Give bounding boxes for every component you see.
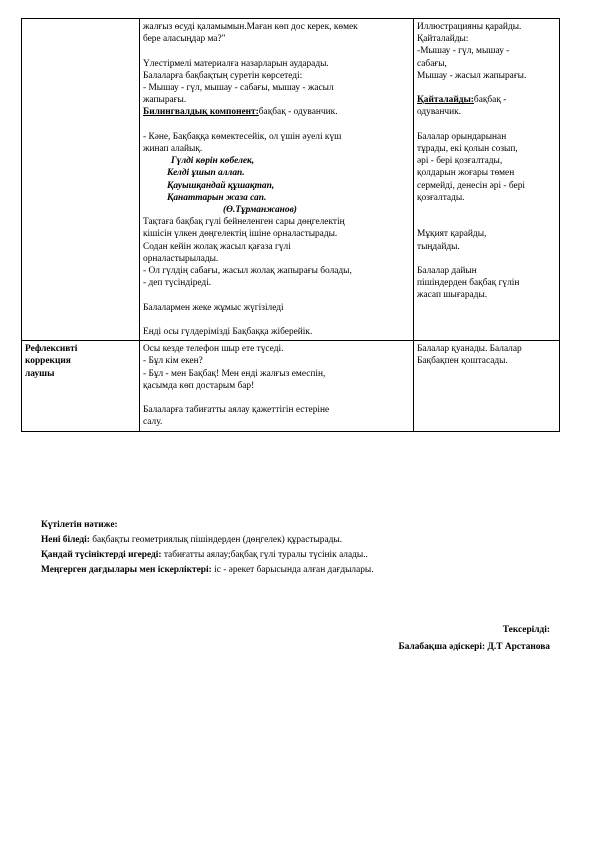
teacher-lines [143, 131, 410, 155]
text-line: Балалар орындарынан [417, 131, 507, 142]
text-line: - Мышау - гүл, мышау - сабағы, мышау - жасыл [143, 83, 334, 93]
text-line: Балаларға табиғатты аялау қажеттігін естеріне [143, 405, 330, 416]
text-line: жалғыз өсуді қаламымын.Маған көп дос керек, көмек [143, 22, 358, 32]
signature-block [399, 622, 550, 656]
results-know: Нені біледі: бақбақты геометриялық пішіндерден (дөңгелек) құрастырады. [41, 535, 343, 545]
text-line: Мұқият қарайды, [417, 229, 487, 240]
text-line [417, 82, 556, 94]
text-line: әрі - бері қозғалтады, [417, 156, 503, 167]
text-line: тыңдайды. [417, 241, 460, 252]
text-line: Қайталайды: [417, 34, 469, 45]
text-line [143, 392, 410, 404]
teacher-activity-cell [140, 19, 414, 341]
poem-line: Гүлді көрін көбелек, [171, 156, 255, 167]
poem-line: Келді ұшып аллап. [167, 168, 245, 179]
text-line: Үлестірмелі материалға назарларын аударады. [143, 58, 329, 69]
teacher-activity-cell [140, 341, 414, 431]
stage-cell [22, 341, 140, 431]
text-line: Тақтаға бақбақ гүлі бейнеленген сары дөңгелектің [143, 217, 345, 228]
text-line: салу. [143, 417, 163, 428]
text-line: қолдарын жоғары төмен [417, 168, 515, 179]
children-activity-cell [414, 19, 560, 341]
children-lines [417, 21, 556, 94]
poem [143, 155, 410, 204]
teacher-lines [143, 21, 410, 106]
teacher-lines [143, 216, 410, 338]
text-line [417, 119, 556, 131]
text-line: Бақбақпен қоштасады. [417, 356, 508, 367]
text-line: Осы кезде телефон шыр ете түседі. [143, 344, 284, 355]
expected-results [41, 518, 561, 578]
text-line: - Бұл - мен Бақбақ! Мен енді жалғыз емеспін, [143, 368, 326, 379]
text-line: одуванчик. [417, 107, 461, 118]
methodist-name: Балабақша әдіскері: Д.Т Арстанова [398, 642, 550, 652]
text-line: кішісін үлкен дөңгелектің ішіне орналастырады. [143, 229, 338, 240]
text-line [143, 314, 410, 326]
text-line: жинап алайық. [143, 144, 203, 154]
text-line: Содан кейін жолақ жасыл қағаза гүлі [143, 241, 291, 252]
text-line: сермейді, денесін әрі - бері [417, 180, 525, 191]
lesson-table [21, 18, 560, 432]
repeat-line: Қайталайды:бақбақ - [417, 95, 507, 106]
results-concepts: Қандай түсініктерді игереді: табиғатты аялау;бақбақ гүлі туралы түсінік алады.. [41, 550, 368, 560]
text-line: - Ол гүлдің сабағы, жасыл жолақ жапырағы болады, [143, 266, 352, 277]
poem-author: (Ө.Тұрманжанов) [223, 205, 297, 216]
text-line: Балаларға бақбақтың суретін көрсетеді: [143, 70, 303, 81]
table-row [22, 19, 560, 341]
text-line: - деп түсіндіреді. [143, 278, 212, 289]
text-line: коррекция [25, 356, 71, 367]
text-line: - Бұл кім екен? [143, 356, 203, 367]
text-line: Енді осы гүлдерімізді Бақбаққа жіберейік. [143, 327, 313, 338]
poem-line: Қанаттарын жаза сап. [167, 192, 267, 203]
text-line: пішіндерден бақбақ гүлін [417, 278, 520, 289]
text-line: қасымда көп достарым бар! [143, 380, 255, 391]
text-line: Балалар қуанады. Балалар [417, 344, 522, 355]
text-line: Балалармен жеке жұмыс жүгізіледі [143, 302, 284, 313]
text-line: сабағы, [417, 58, 447, 69]
text-line: қозғалтады. [417, 192, 465, 203]
text-line [417, 216, 556, 228]
text-line: Мышау - жасыл жапырағы. [417, 70, 527, 81]
stage-cell [22, 19, 140, 341]
text-line: тұрады, екі қолын созып, [417, 144, 518, 154]
bilingual-line: Билингвалдық компонент:бақбақ - одуванчик. [143, 107, 338, 118]
text-line: Балалар дайын [417, 265, 477, 276]
results-heading: Күтілетін нәтиже: [41, 520, 118, 530]
poem-line: Қауышқандай құшақтап, [167, 180, 275, 191]
text-line: Иллюстрацияны қарайды. [417, 22, 522, 32]
text-line: -Мышау - гүл, мышау - [417, 46, 510, 57]
stage-label [25, 343, 136, 380]
children-lines [417, 343, 556, 367]
text-line: бере аласыңдар ма?" [143, 34, 226, 45]
text-line: Рефлексивті [25, 344, 78, 355]
children-activity-cell [414, 341, 560, 431]
children-lines [417, 106, 556, 301]
checked-label: Тексерілді: [502, 625, 550, 635]
text-line: лаушы [25, 368, 55, 379]
text-line: орналастырылады. [143, 253, 219, 264]
text-line [143, 289, 410, 301]
text-line [417, 253, 556, 265]
text-line [417, 204, 556, 216]
text-line: жапырағы. [143, 95, 187, 106]
text-line: - Кәне, Бақбаққа көмектесейік, ол үшін әуелі күш [143, 131, 342, 142]
text-line: жасап шығарады. [417, 290, 488, 301]
table-row [22, 341, 560, 431]
results-skills: Меңгерген дағдылары мен іскерліктері: іс - әрекет барысында алған дағдылары. [41, 565, 374, 575]
teacher-lines [143, 343, 410, 428]
text-line [143, 45, 410, 57]
